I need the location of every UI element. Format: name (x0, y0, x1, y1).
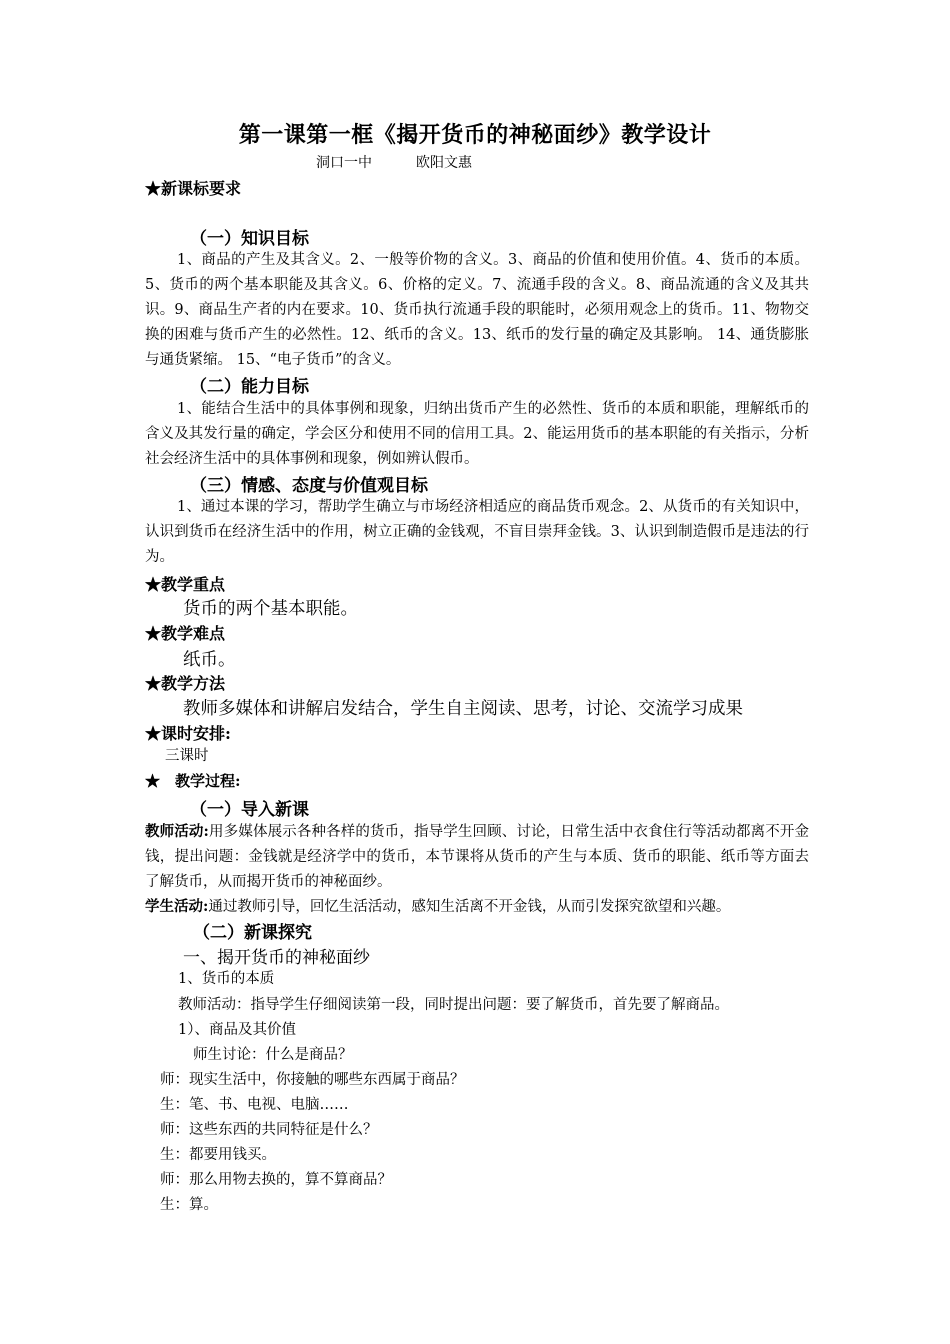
new-lesson-heading: （二）新课探究 (193, 923, 312, 943)
dialog-line: 生：算。 (160, 1197, 218, 1213)
dialog-line: 师：这些东西的共同特征是什么？ (160, 1122, 378, 1138)
schedule-text: 三课时 (165, 748, 209, 764)
key-text: 货币的两个基本职能。 (183, 599, 358, 619)
teacher-activity-2: 教师活动：指导学生仔细阅读第一段，同时提出问题：要了解货币，首先要了解商品。 (178, 997, 729, 1013)
school-name: 洞口一中 (316, 155, 372, 171)
dialog-line: 师：那么用物去换的，算不算商品？ (160, 1172, 392, 1188)
student-activity-label: 学生活动: (145, 898, 209, 915)
item1: 1、货币的本质 (178, 971, 275, 987)
knowledge-heading: （一）知识目标 (190, 229, 309, 249)
discussion-prompt: 师生讨论：什么是商品？ (193, 1047, 353, 1063)
schedule-heading: ★课时安排: (145, 724, 231, 743)
difficult-heading: ★教学难点 (145, 624, 226, 643)
section-requirements: ★新课标要求 (145, 179, 242, 198)
student-activity (145, 894, 825, 920)
process-heading: ★ 教学过程: (145, 772, 241, 790)
item1-1: 1）、商品及其价值 (178, 1022, 296, 1038)
ability-text: 1、能结合生活中的具体事例和现象，归纳出货币产生的必然性、货币的本质和职能，理解纸币的含义及其发行量的确定，学会区分和使用不同的信用工具。2、能运用货币的基本职能的有关指示，分析社会经济生活中的具体事例和现象，例如辨认假币。 (145, 401, 809, 467)
dialog-line: 师：现实生活中，你接触的哪些东西属于商品？ (160, 1072, 465, 1088)
part1-heading: 一、揭开货币的神秘面纱 (183, 948, 370, 968)
key-heading: ★教学重点 (145, 575, 226, 594)
emotion-heading: （三）情感、态度与价值观目标 (190, 476, 428, 496)
intro-heading: （一）导入新课 (190, 800, 309, 820)
document-title: 第一课第一框《揭开货币的神秘面纱》教学设计 (238, 122, 712, 148)
method-heading: ★教学方法 (145, 674, 226, 693)
author-line (316, 152, 472, 172)
method-text: 教师多媒体和讲解启发结合，学生自主阅读、思考，讨论、交流学习成果 (183, 699, 743, 719)
knowledge-text: 1、商品的产生及其含义。2、一般等价物的含义。3、商品的价值和使用价值。4、货币的本质。5、货币的两个基本职能及其含义。6、价格的定义。7、流通手段的含义。8、商品流通的含义及其共识。9、商品生产者的内在要求。10、货币执行流通手段的职能时，必须用观念上的货币。11、物物交换的困难与货币产生的必然性。12、纸币的含义。13、纸币的发行量的确定及其影响。 14、通货膨胀与通货紧缩。 15、“电子货币”的含义。 (145, 252, 809, 368)
teacher-activity (145, 819, 809, 895)
dialog-line: 生：都要用钱买。 (160, 1147, 276, 1163)
student-activity-text: 通过教师引导，回忆生活活动，感知生活离不开金钱，从而引发探究欲望和兴趣。 (208, 899, 731, 915)
ability-heading: （二）能力目标 (190, 377, 309, 397)
difficult-text: 纸币。 (183, 650, 236, 670)
teacher-activity-text: 用多媒体展示各种各样的货币，指导学生回顾、讨论，日常生活中衣食住行等活动都离不开金钱，提出问题：金钱就是经济学中的货币，本节课将从货币的产生与本质、货币的职能、纸币等方面去了解货币，从而揭开货币的神秘面纱。 (145, 824, 809, 890)
emotion-text: 1、通过本课的学习，帮助学生确立与市场经济相适应的商品货币观念。2、从货币的有关知识中，认识到货币在经济生活中的作用，树立正确的金钱观，不盲目崇拜金钱。3、认识到制造假币是违法的行为。 (145, 499, 809, 565)
teacher-activity-label: 教师活动: (145, 823, 209, 840)
author-name: 欧阳文惠 (416, 155, 472, 171)
dialog-line: 生：笔、书、电视、电脑…… (160, 1097, 349, 1113)
